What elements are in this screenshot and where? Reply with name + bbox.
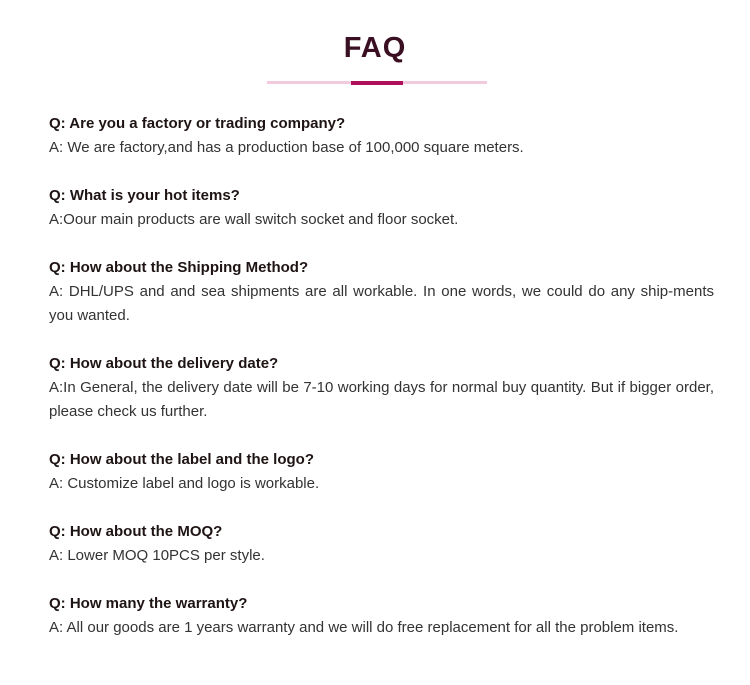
faq-answer: A: DHL/UPS and and sea shipments are all workable. In one words, we could do any ship-ments you wanted.: [49, 283, 714, 324]
faq-answer: A:In General, the delivery date will be 7-10 working days for normal buy quantity. But if bigger order, please check us further.: [49, 379, 714, 420]
faq-answer: A: We are factory,and has a production base of 100,000 square meters.: [49, 139, 524, 156]
faq-header: [0, 30, 750, 66]
faq-question: Q: How about the delivery date?: [49, 355, 279, 372]
faq-question: Q: What is your hot items?: [49, 187, 240, 204]
faq-question: Q: How about the label and the logo?: [49, 451, 314, 468]
faq-answer: A:Oour main products are wall switch socket and floor socket.: [49, 211, 459, 228]
faq-list: [49, 112, 714, 664]
faq-question: Q: Are you a factory or trading company?: [49, 115, 346, 132]
faq-item-label-logo: [49, 448, 714, 496]
faq-item-delivery: [49, 352, 714, 424]
faq-item-factory: [49, 112, 714, 160]
faq-question: Q: How about the Shipping Method?: [49, 259, 309, 276]
title-underline-accent: [351, 81, 403, 85]
page-title: FAQ: [343, 32, 407, 64]
faq-answer: A: All our goods are 1 years warranty and we will do free replacement for all the problem items.: [49, 619, 679, 636]
faq-item-hot-items: [49, 184, 714, 232]
faq-answer: A: Customize label and logo is workable.: [49, 475, 320, 492]
faq-item-warranty: [49, 592, 714, 640]
faq-answer: A: Lower MOQ 10PCS per style.: [49, 547, 265, 564]
faq-question: Q: How about the MOQ?: [49, 523, 223, 540]
title-underline: [267, 81, 487, 84]
faq-item-shipping: [49, 256, 714, 328]
faq-question: Q: How many the warranty?: [49, 595, 248, 612]
faq-item-moq: [49, 520, 714, 568]
